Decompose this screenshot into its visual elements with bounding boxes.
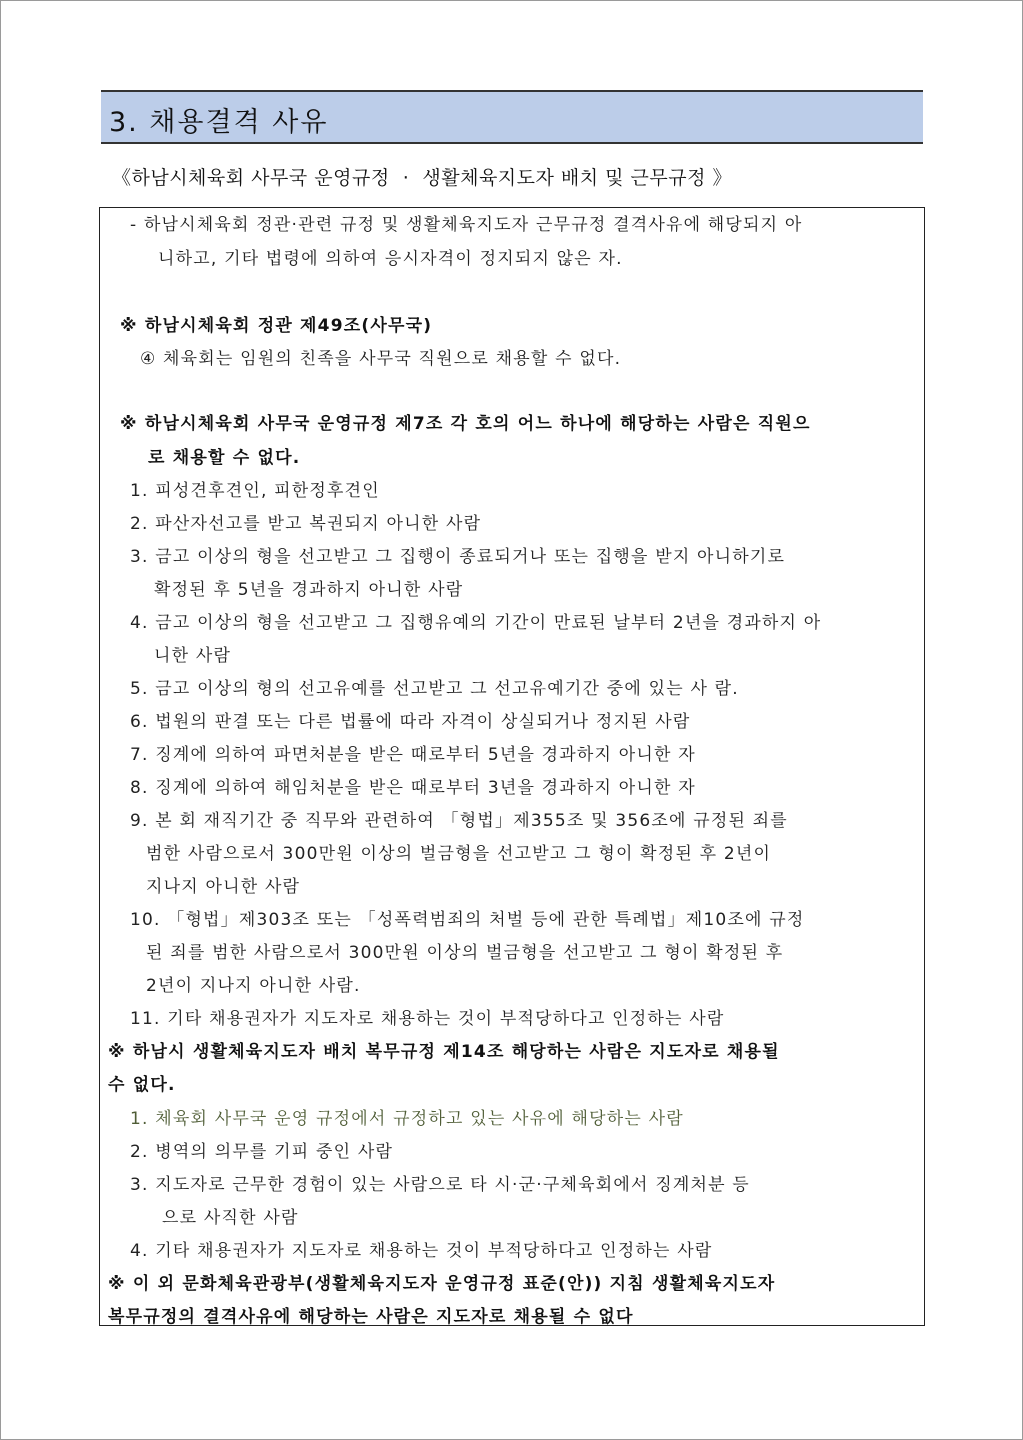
article-heading: 로 채용할 수 없다. (148, 448, 301, 468)
article-heading: 수 없다. (108, 1075, 176, 1095)
list-item: 확정된 후 5년을 경과하지 아니한 사람 (154, 580, 464, 600)
list-item: 8. 징계에 의하여 해임처분을 받은 때로부터 3년을 경과하지 아니한 자 (130, 778, 696, 798)
list-item: 10. 「형법」제303조 또는 「성폭력범죄의 처벌 등에 관한 특례법」제10조에 규정 (130, 910, 805, 930)
document-subtitle: 《하남시체육회 사무국 운영규정 · 생활체육지도자 배치 및 근무규정 》 (112, 167, 732, 189)
intro-line: - 하남시체육회 정관·관련 규정 및 생활체육지도자 근무규정 결격사유에 해당되지 아 (130, 215, 803, 235)
article-heading: 복무규정의 결격사유에 해당하는 사람은 지도자로 채용될 수 없다 (108, 1307, 634, 1327)
list-item: 범한 사람으로서 300만원 이상의 벌금형을 선고받고 그 형이 확정된 후 2년이 (146, 844, 772, 864)
article-heading: ※ 하남시 생활체육지도자 배치 복무규정 제14조 해당하는 사람은 지도자로 채용될 (108, 1042, 780, 1062)
list-item: 7. 징계에 의하여 파면처분을 받은 때로부터 5년을 경과하지 아니한 자 (130, 745, 696, 765)
list-item: 니한 사람 (154, 646, 232, 666)
section-header (101, 90, 923, 144)
list-item: 9. 본 회 재직기간 중 직무와 관련하여 「형법」제355조 및 356조에 규정된 죄를 (130, 811, 788, 831)
list-item: 3. 금고 이상의 형을 선고받고 그 집행이 종료되거나 또는 집행을 받지 아니하기로 (130, 547, 786, 567)
list-item: 2. 병역의 의무를 기피 중인 사람 (130, 1142, 394, 1162)
list-item: 6. 법원의 판결 또는 다른 법률에 따라 자격이 상실되거나 정지된 사람 (130, 712, 691, 732)
list-item: 4. 금고 이상의 형을 선고받고 그 집행유예의 기간이 만료된 날부터 2년을 경과하지 아 (130, 613, 822, 633)
list-item: 4. 기타 채용권자가 지도자로 채용하는 것이 부적당하다고 인정하는 사람 (130, 1241, 713, 1261)
article-heading: ※ 하남시체육회 정관 제49조(사무국) (120, 316, 433, 336)
list-item: 으로 사직한 사람 (162, 1208, 299, 1228)
list-item: 1. 체육회 사무국 운영 규정에서 규정하고 있는 사유에 해당하는 사람 (130, 1109, 684, 1129)
list-item: 지나지 아니한 사람 (146, 877, 301, 897)
list-item: 2년이 지나지 아니한 사람. (146, 976, 361, 996)
list-item: 2. 파산자선고를 받고 복권되지 아니한 사람 (130, 514, 482, 534)
list-item: 11. 기타 채용권자가 지도자로 채용하는 것이 부적당하다고 인정하는 사람 (130, 1009, 725, 1029)
list-item: 3. 지도자로 근무한 경험이 있는 사람으로 타 시·군·구체육회에서 징계처분 등 (130, 1175, 750, 1195)
article-heading: ※ 하남시체육회 사무국 운영규정 제7조 각 호의 어느 하나에 해당하는 사람은 직원으 (120, 414, 811, 434)
list-item: 1. 피성견후견인, 피한정후견인 (130, 481, 380, 501)
intro-line: 니하고, 기타 법령에 의하여 응시자격이 정지되지 않은 자. (158, 249, 623, 269)
list-item: 5. 금고 이상의 형의 선고유예를 선고받고 그 선고유예기간 중에 있는 사 람. (130, 679, 739, 699)
article-heading: ※ 이 외 문화체육관광부(생활체육지도자 운영규정 표준(안)) 지침 생활체육지도자 (108, 1274, 776, 1294)
list-item: 된 죄를 범한 사람으로서 300만원 이상의 벌금형을 선고받고 그 형이 확정된 후 (146, 943, 784, 963)
section-title: 3. 채용결격 사유 (109, 107, 329, 138)
article-item: ④ 체육회는 임원의 친족을 사무국 직원으로 채용할 수 없다. (140, 349, 622, 369)
